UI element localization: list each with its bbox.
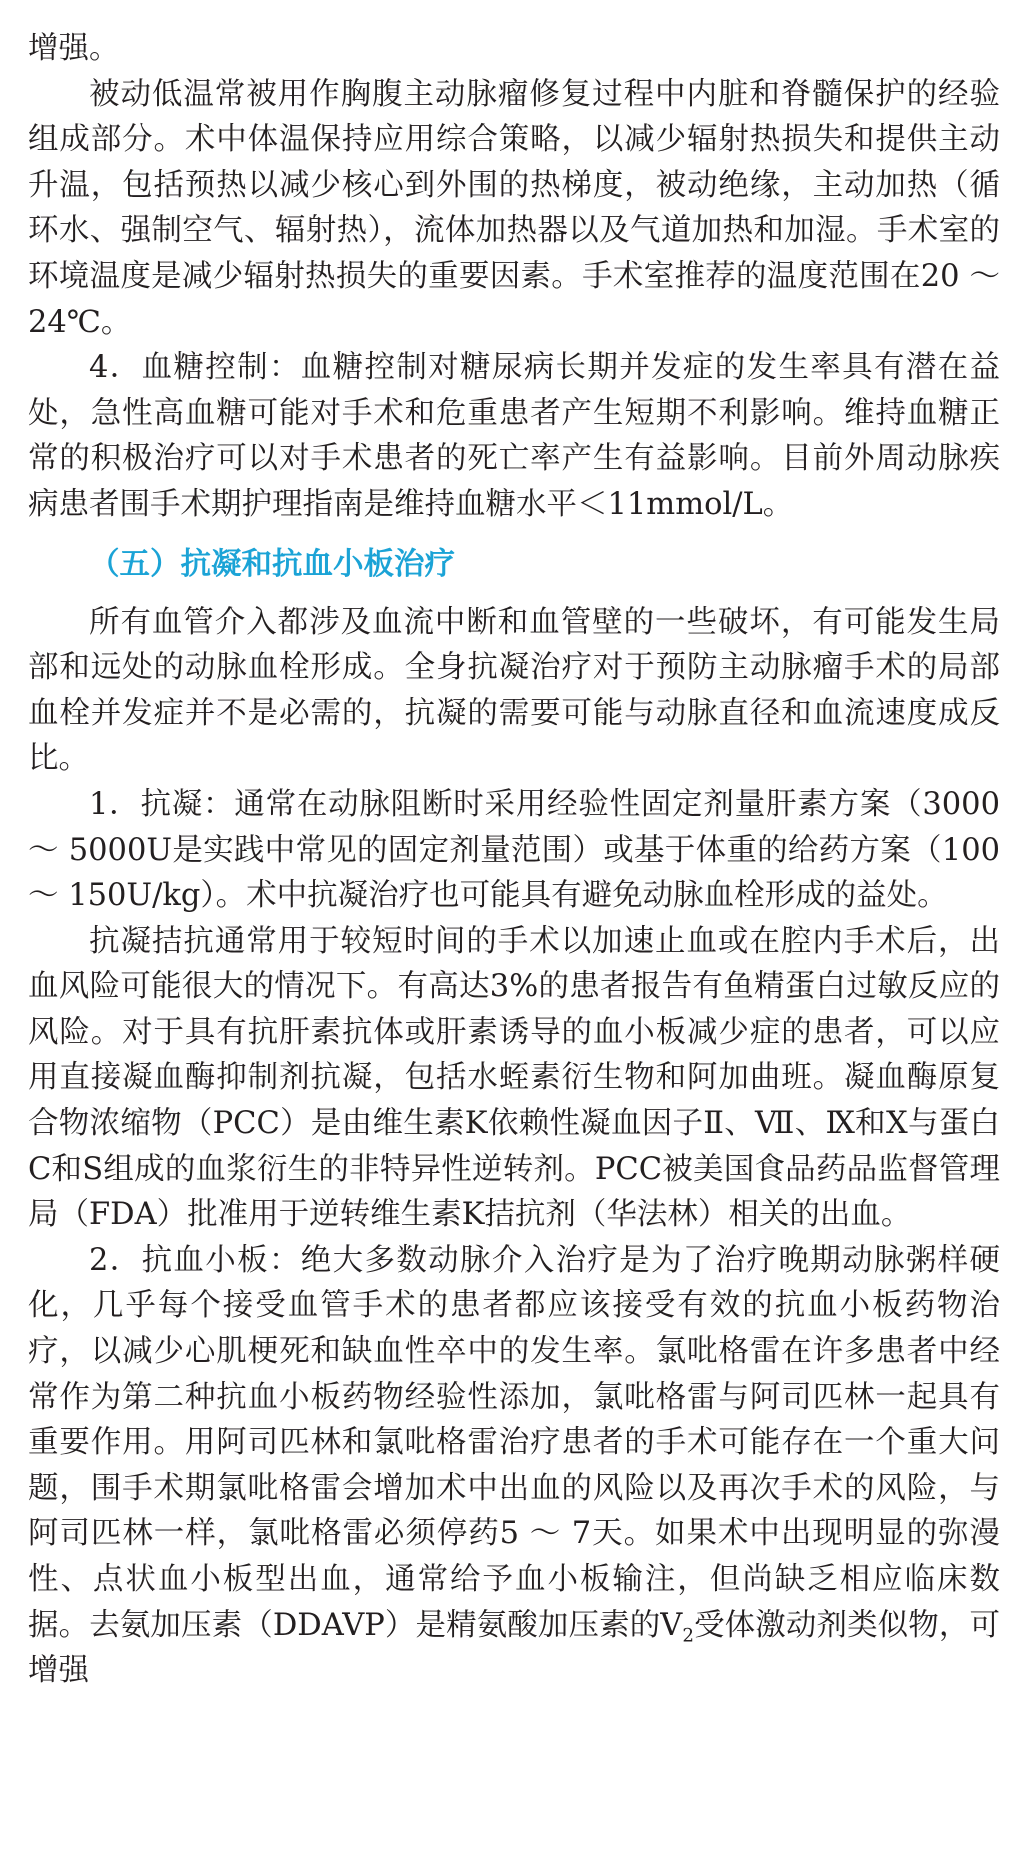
antiplatelet-text-tail: 受体激动剂类似物，可增强 (28, 1607, 1000, 1689)
v2-subscript: 2 (682, 1624, 694, 1646)
document-page (28, 26, 1000, 1694)
antiplatelet-text: 2．抗血小板：绝大多数动脉介入治疗是为了治疗晚期动脉粥样硬化，几乎每个接受血管手术的患者都应该接受有效的抗血小板药物治疗，以减少心肌梗死和缺血性卒中的发生率。氯吡格雷在许多患者中经常作为第二种抗血小板药物经验性添加，氯吡格雷与阿司匹林一起具有重要作用。用阿司匹林和氯吡格雷治疗患者的手术可能存在一个重大问题，围手术期氯吡格雷会增加术中出血的风险以及再次手术的风险，与阿司匹林一样，氯吡格雷必须停药5 ～ 7天。如果术中出现明显的弥漫性、点状血小板型出血，通常给予血小板输注，但尚缺乏相应临床数据。去氨加压素（DDAVP）是精氨酸加压素的V (28, 1242, 1000, 1643)
paragraph-passive-hypothermia: 被动低温常被用作胸腹主动脉瘤修复过程中内脏和脊髓保护的经验组成部分。术中体温保持应用综合策略，以减少辐射热损失和提供主动升温，包括预热以减少核心到外围的热梯度，被动绝缘，主动加热（循环水、强制空气、辐射热），流体加热器以及气道加热和加湿。手术室的环境温度是减少辐射热损失的重要因素。手术室推荐的温度范围在20 ～ 24℃。 (28, 76, 1000, 340)
section-heading: （五）抗凝和抗血小板治疗 (89, 546, 455, 582)
paragraph-anticoagulation: 1．抗凝：通常在动脉阻断时采用经验性固定剂量肝素方案（3000 ～ 5000U是实践中常见的固定剂量范围）或基于体重的给药方案（100 ～ 150U/kg）。术中抗凝治疗也可能具有避免动脉血栓形成的益处。 (28, 786, 1000, 914)
paragraph-vascular-intervention: 所有血管介入都涉及血流中断和血管壁的一些破坏，有可能发生局部和远处的动脉血栓形成。全身抗凝治疗对于预防主动脉瘤手术的局部血栓并发症并不是必需的，抗凝的需要可能与动脉直径和血流速度成反比。 (28, 604, 1000, 777)
paragraph-continuation: 增强。 (28, 31, 120, 66)
paragraph-antiplatelet (28, 1238, 1000, 1694)
paragraph-glucose-control: 4．血糖控制：血糖控制对糖尿病长期并发症的发生率具有潜在益处，急性高血糖可能对手术和危重患者产生短期不利影响。维持血糖正常的积极治疗可以对手术患者的死亡率产生有益影响。目前外周动脉疾病患者围手术期护理指南是维持血糖水平＜11mmol/L。 (28, 350, 1000, 522)
paragraph-anticoagulation-reversal: 抗凝拮抗通常用于较短时间的手术以加速止血或在腔内手术后，出血风险可能很大的情况下。有高达3%的患者报告有鱼精蛋白过敏反应的风险。对于具有抗肝素抗体或肝素诱导的血小板减少症的患者，可以应用直接凝血酶抑制剂抗凝，包括水蛭素衍生物和阿加曲班。凝血酶原复合物浓缩物（PCC）是由维生素K依赖性凝血因子Ⅱ、Ⅶ、Ⅸ和Ⅹ与蛋白C和S组成的血浆衍生的非特异性逆转剂。PCC被美国食品药品监督管理局（FDA）批准用于逆转维生素K拮抗剂（华法林）相关的出血。 (28, 923, 1000, 1233)
